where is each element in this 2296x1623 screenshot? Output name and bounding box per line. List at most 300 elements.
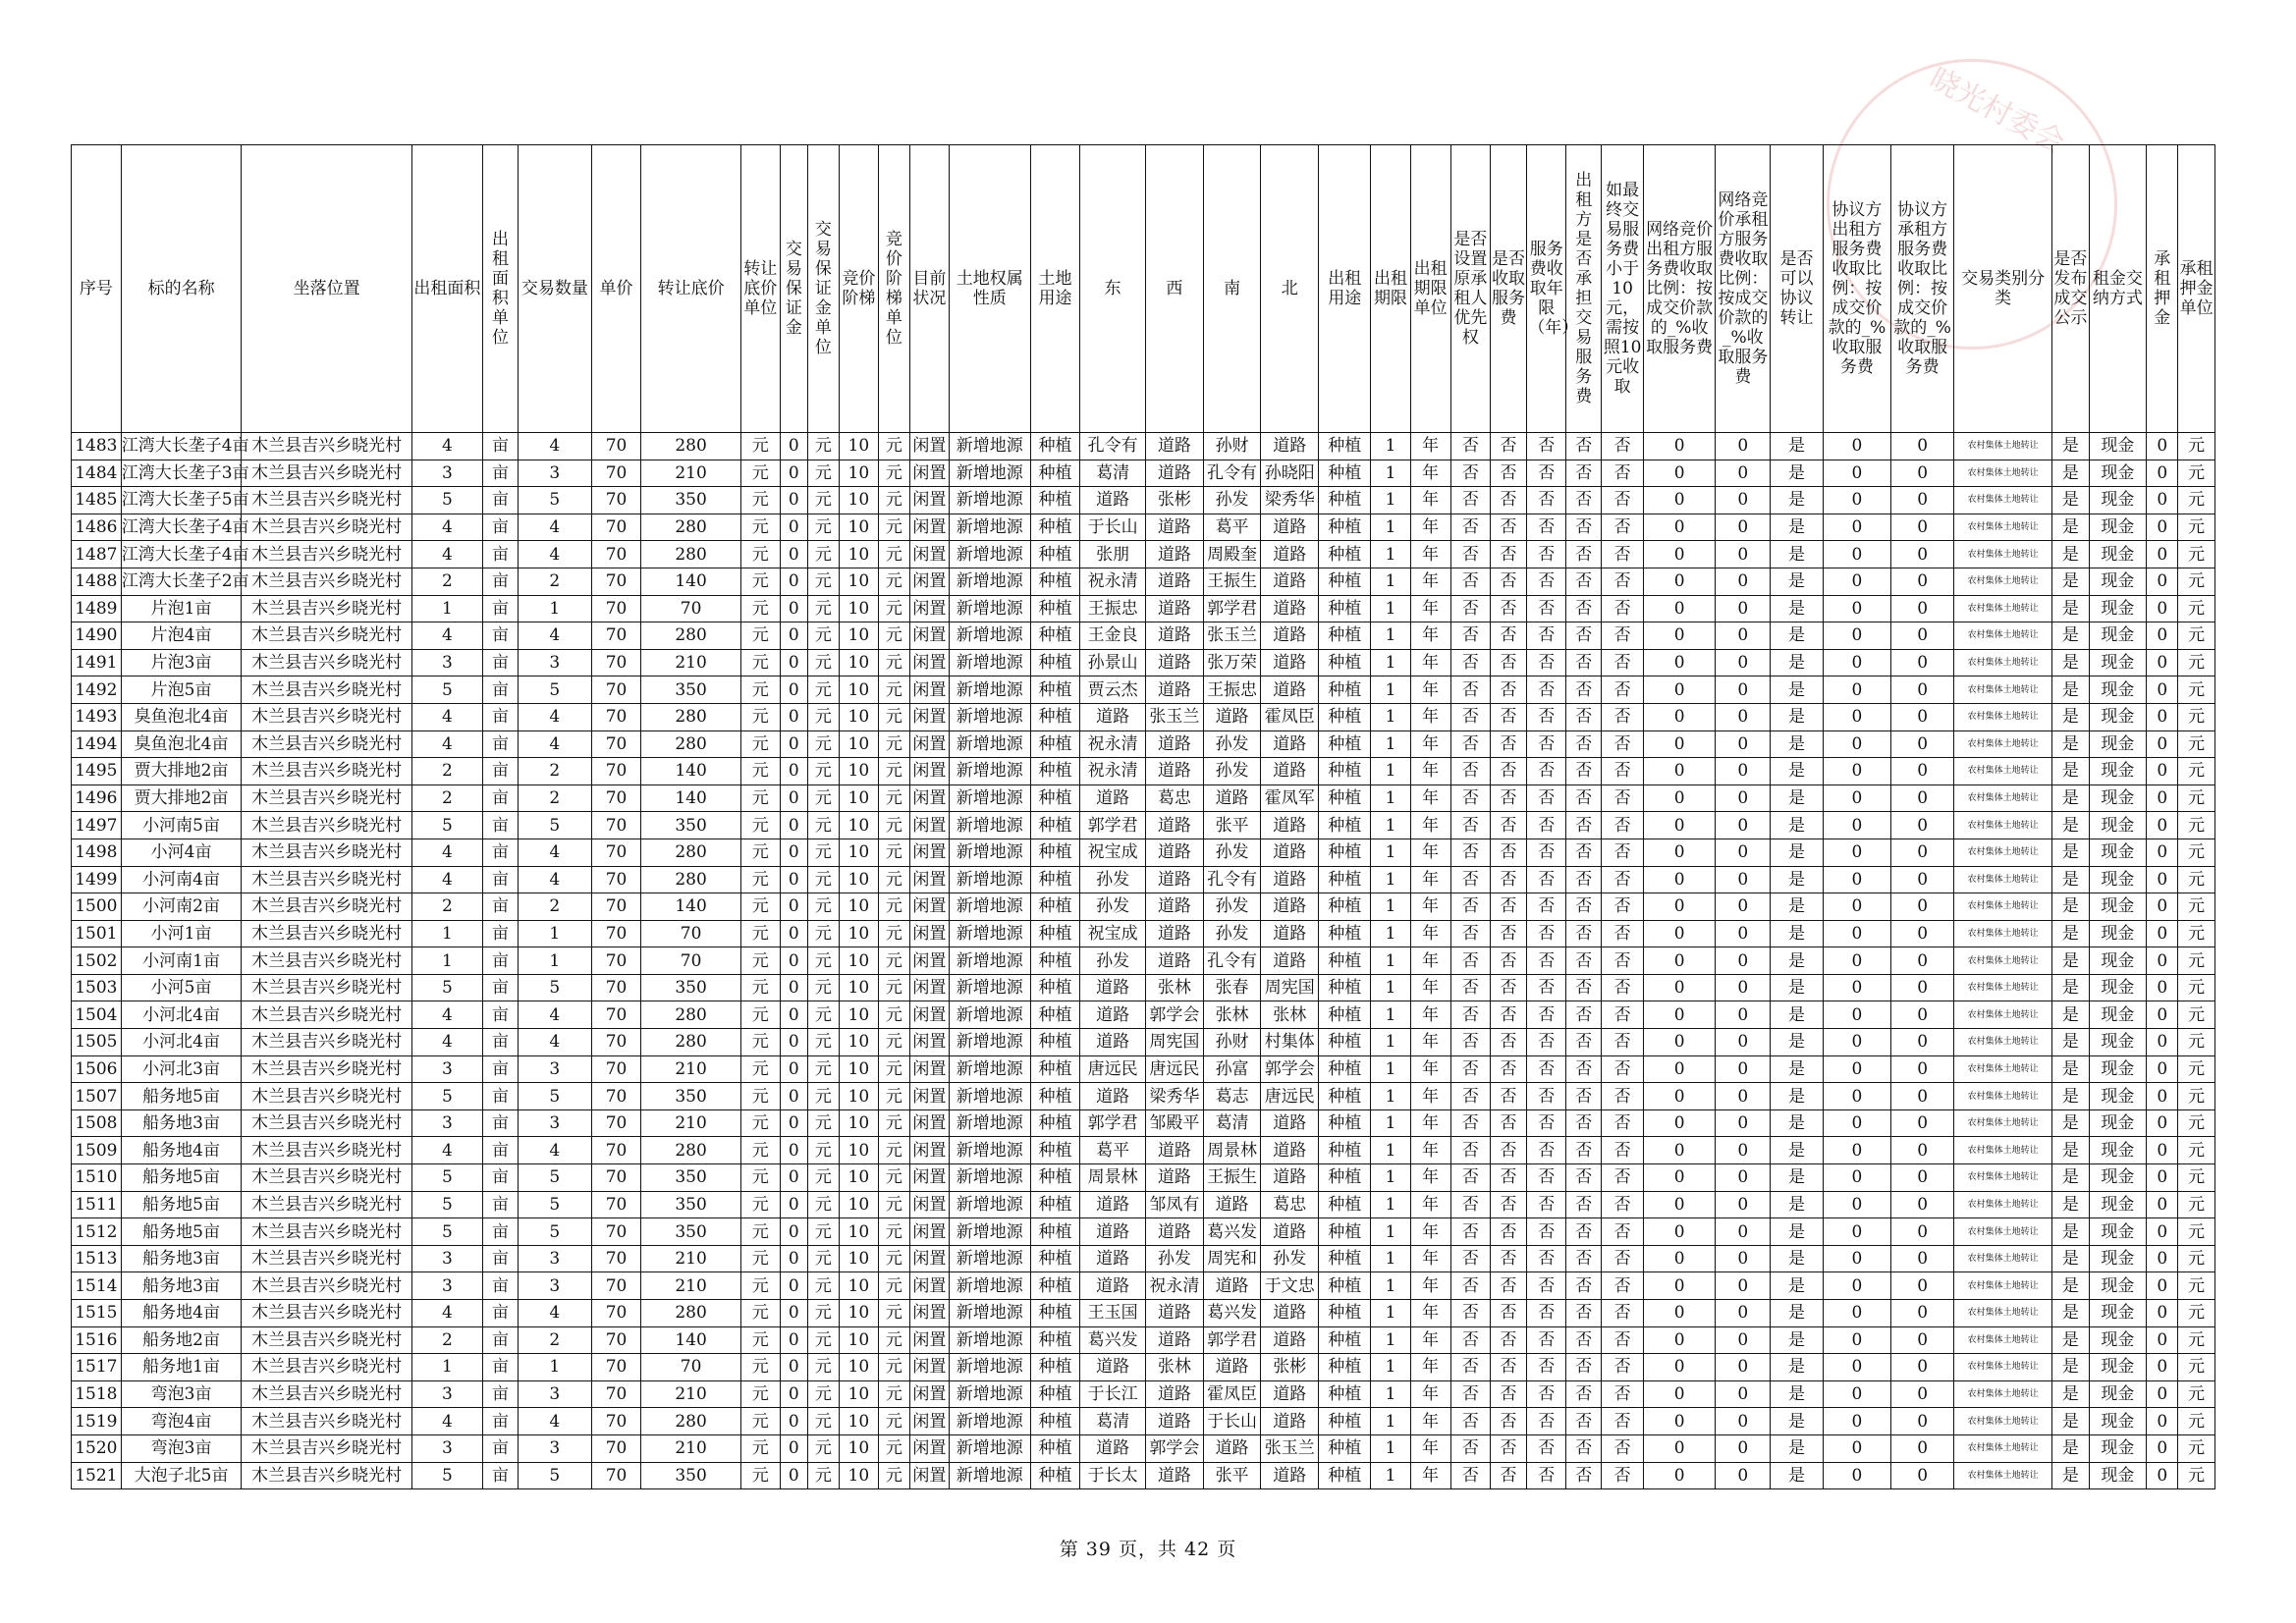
- lease-term-cell: 1: [1371, 595, 1410, 622]
- north-boundary-cell: 孙发: [1261, 1245, 1319, 1272]
- publish-result-cell: 是: [2052, 1326, 2089, 1354]
- quantity-cell: 1: [518, 947, 591, 975]
- priority-right-cell: 否: [1450, 1029, 1490, 1056]
- north-boundary-cell: 道路: [1261, 1218, 1319, 1246]
- current-status-cell: 闲置: [909, 974, 949, 1001]
- area-cell: 2: [411, 784, 482, 812]
- current-status-cell: 闲置: [909, 1083, 949, 1110]
- deposit-cell: 0: [780, 460, 807, 487]
- fee-years-cell: 否: [1527, 893, 1566, 921]
- reserve-price-unit-cell: 元: [740, 1245, 780, 1272]
- priority-right-cell: 否: [1450, 595, 1490, 622]
- west-boundary-cell: 张玉兰: [1146, 703, 1204, 730]
- south-boundary-cell: 葛兴发: [1203, 1218, 1261, 1246]
- payment-method-cell: 现金: [2089, 433, 2147, 460]
- trade-category-cell: 农村集体土地转让: [1954, 1434, 2052, 1462]
- min-fee-rule-cell: 否: [1602, 974, 1644, 1001]
- area-cell: 4: [411, 1137, 482, 1164]
- west-boundary-cell: 郭学会: [1146, 1001, 1204, 1029]
- lease-deposit-unit-cell: 元: [2178, 649, 2215, 676]
- lease-term-cell: 1: [1371, 1408, 1410, 1435]
- ownership-cell: 新增地源: [949, 893, 1030, 921]
- reserve-price-cell: 350: [641, 1191, 740, 1218]
- online-lessor-rate-cell: 0: [1643, 812, 1715, 839]
- publish-result-cell: 是: [2052, 1245, 2089, 1272]
- fee-years-cell: 否: [1527, 622, 1566, 650]
- west-boundary-cell: 祝永清: [1146, 1272, 1204, 1300]
- fee-years-cell: 否: [1527, 1164, 1566, 1192]
- trade-category-cell: 农村集体土地转让: [1954, 1055, 2052, 1083]
- lease-deposit-unit-cell: 元: [2178, 1434, 2215, 1462]
- deposit-cell: 0: [780, 1408, 807, 1435]
- online-lessee-rate-cell: 0: [1716, 514, 1771, 541]
- publish-result-cell: 是: [2052, 1380, 2089, 1408]
- south-boundary-cell: 王振生: [1203, 1164, 1261, 1192]
- location-cell: 木兰县吉兴乡晓光村: [242, 1462, 411, 1489]
- bid-step-unit-cell: 元: [878, 1408, 909, 1435]
- bid-step-unit-cell: 元: [878, 1137, 909, 1164]
- trade-category-cell: 农村集体土地转让: [1954, 893, 2052, 921]
- bid-step-cell: 10: [839, 866, 878, 893]
- south-boundary-cell: 道路: [1203, 703, 1261, 730]
- row-id-cell: 1509: [72, 1137, 122, 1164]
- area-cell: 4: [411, 1001, 482, 1029]
- publish-result-cell: 是: [2052, 758, 2089, 785]
- min-fee-rule-cell: 否: [1602, 433, 1644, 460]
- bid-step-unit-cell: 元: [878, 893, 909, 921]
- lease-term-unit-cell: 年: [1410, 730, 1450, 758]
- fee-years-cell: 否: [1527, 839, 1566, 866]
- ownership-cell: 新增地源: [949, 541, 1030, 568]
- reserve-price-unit-cell: 元: [740, 1434, 780, 1462]
- bid-step-cell: 10: [839, 1380, 878, 1408]
- quantity-cell: 4: [518, 1300, 591, 1327]
- lease-term-cell: 1: [1371, 1191, 1410, 1218]
- north-boundary-cell: 道路: [1261, 1164, 1319, 1192]
- quantity-cell: 5: [518, 676, 591, 704]
- reserve-price-cell: 140: [641, 758, 740, 785]
- charge-fee-cell: 否: [1490, 1408, 1526, 1435]
- south-boundary-cell: 郭学君: [1203, 595, 1261, 622]
- reserve-price-cell: 210: [641, 1109, 740, 1137]
- lease-use-cell: 种植: [1319, 866, 1371, 893]
- online-lessee-rate-cell: 0: [1716, 1272, 1771, 1300]
- deposit-unit-cell: 元: [807, 1191, 839, 1218]
- unit-price-cell: 70: [591, 622, 641, 650]
- reserve-price-cell: 350: [641, 1083, 740, 1110]
- table-row: [72, 866, 2215, 893]
- quantity-cell: 3: [518, 1109, 591, 1137]
- payment-method-cell: 现金: [2089, 622, 2147, 650]
- publish-result-cell: 是: [2052, 649, 2089, 676]
- current-status-cell: 闲置: [909, 812, 949, 839]
- lease-deposit-unit-cell: 元: [2178, 1001, 2215, 1029]
- south-boundary-cell: 霍凤臣: [1203, 1380, 1261, 1408]
- fee-years-cell: 否: [1527, 460, 1566, 487]
- trade-category-cell: 农村集体土地转让: [1954, 1408, 2052, 1435]
- fee-years-cell: 否: [1527, 1137, 1566, 1164]
- area-cell: 4: [411, 1029, 482, 1056]
- south-boundary-cell: 葛清: [1203, 1109, 1261, 1137]
- payment-method-cell: 现金: [2089, 1326, 2147, 1354]
- bid-step-cell: 10: [839, 730, 878, 758]
- lease-deposit-unit-cell: 元: [2178, 1300, 2215, 1327]
- plot-name-cell: 弯泡4亩: [121, 1408, 242, 1435]
- lease-term-cell: 1: [1371, 649, 1410, 676]
- lessor-bears-fee-cell: 否: [1566, 1380, 1602, 1408]
- lessor-bears-fee-cell: 否: [1566, 730, 1602, 758]
- area-unit-cell: 亩: [482, 784, 518, 812]
- area-unit-cell: 亩: [482, 1083, 518, 1110]
- land-use-cell: 种植: [1030, 568, 1080, 595]
- deposit-cell: 0: [780, 1326, 807, 1354]
- area-unit-cell: 亩: [482, 622, 518, 650]
- publish-result-cell: 是: [2052, 460, 2089, 487]
- reserve-price-cell: 350: [641, 1218, 740, 1246]
- row-id-cell: 1490: [72, 622, 122, 650]
- column-header: 出租面积单位: [482, 145, 518, 433]
- south-boundary-cell: 道路: [1203, 1434, 1261, 1462]
- area-unit-cell: 亩: [482, 1164, 518, 1192]
- table-row: [72, 893, 2215, 921]
- lessor-bears-fee-cell: 否: [1566, 1164, 1602, 1192]
- min-fee-rule-cell: 否: [1602, 866, 1644, 893]
- table-row: [72, 676, 2215, 704]
- lease-deposit-unit-cell: 元: [2178, 460, 2215, 487]
- east-boundary-cell: 祝永清: [1080, 568, 1146, 595]
- plot-name-cell: 片泡4亩: [121, 622, 242, 650]
- west-boundary-cell: 道路: [1146, 1380, 1204, 1408]
- lease-deposit-unit-cell: 元: [2178, 1191, 2215, 1218]
- east-boundary-cell: 王玉国: [1080, 1300, 1146, 1327]
- location-cell: 木兰县吉兴乡晓光村: [242, 947, 411, 975]
- lessor-bears-fee-cell: 否: [1566, 1055, 1602, 1083]
- agreement-lessee-rate-cell: 0: [1891, 514, 1954, 541]
- reserve-price-unit-cell: 元: [740, 1462, 780, 1489]
- ownership-cell: 新增地源: [949, 1300, 1030, 1327]
- lease-deposit-cell: 0: [2147, 1109, 2178, 1137]
- bid-step-unit-cell: 元: [878, 568, 909, 595]
- area-unit-cell: 亩: [482, 649, 518, 676]
- location-cell: 木兰县吉兴乡晓光村: [242, 1434, 411, 1462]
- lease-term-cell: 1: [1371, 1434, 1410, 1462]
- trade-category-cell: 农村集体土地转让: [1954, 514, 2052, 541]
- reserve-price-unit-cell: 元: [740, 1300, 780, 1327]
- charge-fee-cell: 否: [1490, 1137, 1526, 1164]
- priority-right-cell: 否: [1450, 703, 1490, 730]
- reserve-price-unit-cell: 元: [740, 839, 780, 866]
- east-boundary-cell: 葛清: [1080, 1408, 1146, 1435]
- online-lessor-rate-cell: 0: [1643, 1434, 1715, 1462]
- lease-use-cell: 种植: [1319, 568, 1371, 595]
- deposit-cell: 0: [780, 703, 807, 730]
- lease-use-cell: 种植: [1319, 784, 1371, 812]
- online-lessee-rate-cell: 0: [1716, 595, 1771, 622]
- west-boundary-cell: 道路: [1146, 758, 1204, 785]
- priority-right-cell: 否: [1450, 541, 1490, 568]
- online-lessor-rate-cell: 0: [1643, 487, 1715, 514]
- agreement-lessor-rate-cell: 0: [1823, 1408, 1890, 1435]
- reserve-price-cell: 280: [641, 730, 740, 758]
- reserve-price-unit-cell: 元: [740, 568, 780, 595]
- online-lessor-rate-cell: 0: [1643, 568, 1715, 595]
- negotiable-cell: 是: [1771, 920, 1823, 947]
- north-boundary-cell: 道路: [1261, 568, 1319, 595]
- priority-right-cell: 否: [1450, 893, 1490, 921]
- north-boundary-cell: 道路: [1261, 730, 1319, 758]
- column-header: 是否收取服务费: [1490, 145, 1526, 433]
- south-boundary-cell: 周景林: [1203, 1137, 1261, 1164]
- area-cell: 2: [411, 1326, 482, 1354]
- column-header: 标的名称: [121, 145, 242, 433]
- current-status-cell: 闲置: [909, 1462, 949, 1489]
- bid-step-unit-cell: 元: [878, 1109, 909, 1137]
- lease-use-cell: 种植: [1319, 676, 1371, 704]
- reserve-price-unit-cell: 元: [740, 1380, 780, 1408]
- lessor-bears-fee-cell: 否: [1566, 1300, 1602, 1327]
- lease-term-cell: 1: [1371, 730, 1410, 758]
- row-id-cell: 1489: [72, 595, 122, 622]
- lease-deposit-unit-cell: 元: [2178, 920, 2215, 947]
- lease-term-cell: 1: [1371, 893, 1410, 921]
- current-status-cell: 闲置: [909, 514, 949, 541]
- plot-name-cell: 小河北4亩: [121, 1029, 242, 1056]
- table-row: [72, 947, 2215, 975]
- table-row: [72, 730, 2215, 758]
- min-fee-rule-cell: 否: [1602, 1191, 1644, 1218]
- column-header: 承租押金单位: [2178, 145, 2215, 433]
- online-lessor-rate-cell: 0: [1643, 622, 1715, 650]
- min-fee-rule-cell: 否: [1602, 1408, 1644, 1435]
- lease-deposit-cell: 0: [2147, 1055, 2178, 1083]
- quantity-cell: 2: [518, 758, 591, 785]
- east-boundary-cell: 道路: [1080, 1434, 1146, 1462]
- north-boundary-cell: 道路: [1261, 893, 1319, 921]
- ownership-cell: 新增地源: [949, 784, 1030, 812]
- row-id-cell: 1485: [72, 487, 122, 514]
- reserve-price-cell: 280: [641, 1137, 740, 1164]
- agreement-lessee-rate-cell: 0: [1891, 622, 1954, 650]
- area-cell: 4: [411, 514, 482, 541]
- agreement-lessee-rate-cell: 0: [1891, 812, 1954, 839]
- deposit-unit-cell: 元: [807, 812, 839, 839]
- lease-term-unit-cell: 年: [1410, 839, 1450, 866]
- current-status-cell: 闲置: [909, 649, 949, 676]
- lease-use-cell: 种植: [1319, 1083, 1371, 1110]
- charge-fee-cell: 否: [1490, 595, 1526, 622]
- agreement-lessee-rate-cell: 0: [1891, 676, 1954, 704]
- plot-name-cell: 弯泡3亩: [121, 1380, 242, 1408]
- agreement-lessee-rate-cell: 0: [1891, 1083, 1954, 1110]
- deposit-cell: 0: [780, 1029, 807, 1056]
- location-cell: 木兰县吉兴乡晓光村: [242, 541, 411, 568]
- quantity-cell: 5: [518, 1462, 591, 1489]
- lease-term-unit-cell: 年: [1410, 1326, 1450, 1354]
- land-use-cell: 种植: [1030, 920, 1080, 947]
- lease-deposit-unit-cell: 元: [2178, 1218, 2215, 1246]
- area-unit-cell: 亩: [482, 433, 518, 460]
- publish-result-cell: 是: [2052, 1272, 2089, 1300]
- min-fee-rule-cell: 否: [1602, 1300, 1644, 1327]
- lease-term-cell: 1: [1371, 947, 1410, 975]
- trade-category-cell: 农村集体土地转让: [1954, 974, 2052, 1001]
- lease-term-unit-cell: 年: [1410, 1408, 1450, 1435]
- unit-price-cell: 70: [591, 676, 641, 704]
- deposit-unit-cell: 元: [807, 730, 839, 758]
- lessor-bears-fee-cell: 否: [1566, 568, 1602, 595]
- unit-price-cell: 70: [591, 649, 641, 676]
- bid-step-unit-cell: 元: [878, 866, 909, 893]
- lease-deposit-unit-cell: 元: [2178, 812, 2215, 839]
- row-id-cell: 1498: [72, 839, 122, 866]
- west-boundary-cell: 道路: [1146, 730, 1204, 758]
- trade-category-cell: 农村集体土地转让: [1954, 1272, 2052, 1300]
- min-fee-rule-cell: 否: [1602, 1109, 1644, 1137]
- lease-use-cell: 种植: [1319, 1191, 1371, 1218]
- unit-price-cell: 70: [591, 703, 641, 730]
- negotiable-cell: 是: [1771, 595, 1823, 622]
- official-seal-text: 晓光村委会: [1923, 61, 2070, 161]
- publish-result-cell: 是: [2052, 974, 2089, 1001]
- north-boundary-cell: 道路: [1261, 1462, 1319, 1489]
- row-id-cell: 1491: [72, 649, 122, 676]
- online-lessor-rate-cell: 0: [1643, 1218, 1715, 1246]
- east-boundary-cell: 道路: [1080, 1083, 1146, 1110]
- unit-price-cell: 70: [591, 947, 641, 975]
- reserve-price-cell: 210: [641, 1055, 740, 1083]
- online-lessor-rate-cell: 0: [1643, 1462, 1715, 1489]
- lease-use-cell: 种植: [1319, 893, 1371, 921]
- north-boundary-cell: 道路: [1261, 1326, 1319, 1354]
- column-header: 单价: [591, 145, 641, 433]
- lessor-bears-fee-cell: 否: [1566, 1109, 1602, 1137]
- negotiable-cell: 是: [1771, 1300, 1823, 1327]
- lease-deposit-unit-cell: 元: [2178, 1408, 2215, 1435]
- lease-term-cell: 1: [1371, 460, 1410, 487]
- online-lessee-rate-cell: 0: [1716, 676, 1771, 704]
- bid-step-unit-cell: 元: [878, 920, 909, 947]
- agreement-lessee-rate-cell: 0: [1891, 1191, 1954, 1218]
- row-id-cell: 1492: [72, 676, 122, 704]
- land-use-cell: 种植: [1030, 1408, 1080, 1435]
- lease-deposit-cell: 0: [2147, 1462, 2178, 1489]
- charge-fee-cell: 否: [1490, 1354, 1526, 1381]
- agreement-lessor-rate-cell: 0: [1823, 1109, 1890, 1137]
- location-cell: 木兰县吉兴乡晓光村: [242, 730, 411, 758]
- reserve-price-unit-cell: 元: [740, 1164, 780, 1192]
- lessor-bears-fee-cell: 否: [1566, 487, 1602, 514]
- quantity-cell: 3: [518, 1272, 591, 1300]
- ownership-cell: 新增地源: [949, 1137, 1030, 1164]
- bid-step-unit-cell: 元: [878, 1001, 909, 1029]
- reserve-price-unit-cell: 元: [740, 460, 780, 487]
- location-cell: 木兰县吉兴乡晓光村: [242, 622, 411, 650]
- ownership-cell: 新增地源: [949, 433, 1030, 460]
- north-boundary-cell: 唐远民: [1261, 1083, 1319, 1110]
- quantity-cell: 4: [518, 866, 591, 893]
- trade-category-cell: 农村集体土地转让: [1954, 730, 2052, 758]
- north-boundary-cell: 张彬: [1261, 1354, 1319, 1381]
- lessor-bears-fee-cell: 否: [1566, 433, 1602, 460]
- quantity-cell: 4: [518, 1137, 591, 1164]
- plot-name-cell: 船务地3亩: [121, 1109, 242, 1137]
- min-fee-rule-cell: 否: [1602, 568, 1644, 595]
- unit-price-cell: 70: [591, 893, 641, 921]
- north-boundary-cell: 道路: [1261, 676, 1319, 704]
- agreement-lessor-rate-cell: 0: [1823, 893, 1890, 921]
- min-fee-rule-cell: 否: [1602, 1164, 1644, 1192]
- land-use-cell: 种植: [1030, 1109, 1080, 1137]
- agreement-lessor-rate-cell: 0: [1823, 839, 1890, 866]
- payment-method-cell: 现金: [2089, 1380, 2147, 1408]
- row-id-cell: 1521: [72, 1462, 122, 1489]
- land-use-cell: 种植: [1030, 784, 1080, 812]
- lease-deposit-unit-cell: 元: [2178, 1137, 2215, 1164]
- lessor-bears-fee-cell: 否: [1566, 1137, 1602, 1164]
- unit-price-cell: 70: [591, 1272, 641, 1300]
- location-cell: 木兰县吉兴乡晓光村: [242, 920, 411, 947]
- table-row: [72, 487, 2215, 514]
- agreement-lessee-rate-cell: 0: [1891, 893, 1954, 921]
- north-boundary-cell: 张玉兰: [1261, 1434, 1319, 1462]
- charge-fee-cell: 否: [1490, 1300, 1526, 1327]
- priority-right-cell: 否: [1450, 1245, 1490, 1272]
- online-lessor-rate-cell: 0: [1643, 866, 1715, 893]
- online-lessee-rate-cell: 0: [1716, 1218, 1771, 1246]
- plot-name-cell: 江湾大长垄子4亩: [121, 514, 242, 541]
- quantity-cell: 5: [518, 812, 591, 839]
- west-boundary-cell: 道路: [1146, 1218, 1204, 1246]
- deposit-cell: 0: [780, 1434, 807, 1462]
- lease-deposit-unit-cell: 元: [2178, 1245, 2215, 1272]
- bid-step-unit-cell: 元: [878, 812, 909, 839]
- bid-step-cell: 10: [839, 1055, 878, 1083]
- negotiable-cell: 是: [1771, 974, 1823, 1001]
- location-cell: 木兰县吉兴乡晓光村: [242, 460, 411, 487]
- lease-use-cell: 种植: [1319, 1354, 1371, 1381]
- plot-name-cell: 船务地5亩: [121, 1083, 242, 1110]
- lease-term-unit-cell: 年: [1410, 622, 1450, 650]
- west-boundary-cell: 道路: [1146, 1300, 1204, 1327]
- lessor-bears-fee-cell: 否: [1566, 974, 1602, 1001]
- land-use-cell: 种植: [1030, 1462, 1080, 1489]
- charge-fee-cell: 否: [1490, 974, 1526, 1001]
- table-row: [72, 541, 2215, 568]
- deposit-cell: 0: [780, 1164, 807, 1192]
- south-boundary-cell: 孙发: [1203, 893, 1261, 921]
- charge-fee-cell: 否: [1490, 1245, 1526, 1272]
- payment-method-cell: 现金: [2089, 1354, 2147, 1381]
- publish-result-cell: 是: [2052, 541, 2089, 568]
- lease-use-cell: 种植: [1319, 595, 1371, 622]
- lease-deposit-unit-cell: 元: [2178, 703, 2215, 730]
- agreement-lessee-rate-cell: 0: [1891, 541, 1954, 568]
- lease-term-unit-cell: 年: [1410, 676, 1450, 704]
- bid-step-cell: 10: [839, 758, 878, 785]
- trade-category-cell: 农村集体土地转让: [1954, 433, 2052, 460]
- table-row: [72, 649, 2215, 676]
- ownership-cell: 新增地源: [949, 649, 1030, 676]
- bid-step-cell: 10: [839, 1300, 878, 1327]
- ownership-cell: 新增地源: [949, 703, 1030, 730]
- min-fee-rule-cell: 否: [1602, 703, 1644, 730]
- reserve-price-cell: 70: [641, 920, 740, 947]
- quantity-cell: 4: [518, 1029, 591, 1056]
- lessor-bears-fee-cell: 否: [1566, 920, 1602, 947]
- area-unit-cell: 亩: [482, 1462, 518, 1489]
- lessor-bears-fee-cell: 否: [1566, 1326, 1602, 1354]
- lease-use-cell: 种植: [1319, 1380, 1371, 1408]
